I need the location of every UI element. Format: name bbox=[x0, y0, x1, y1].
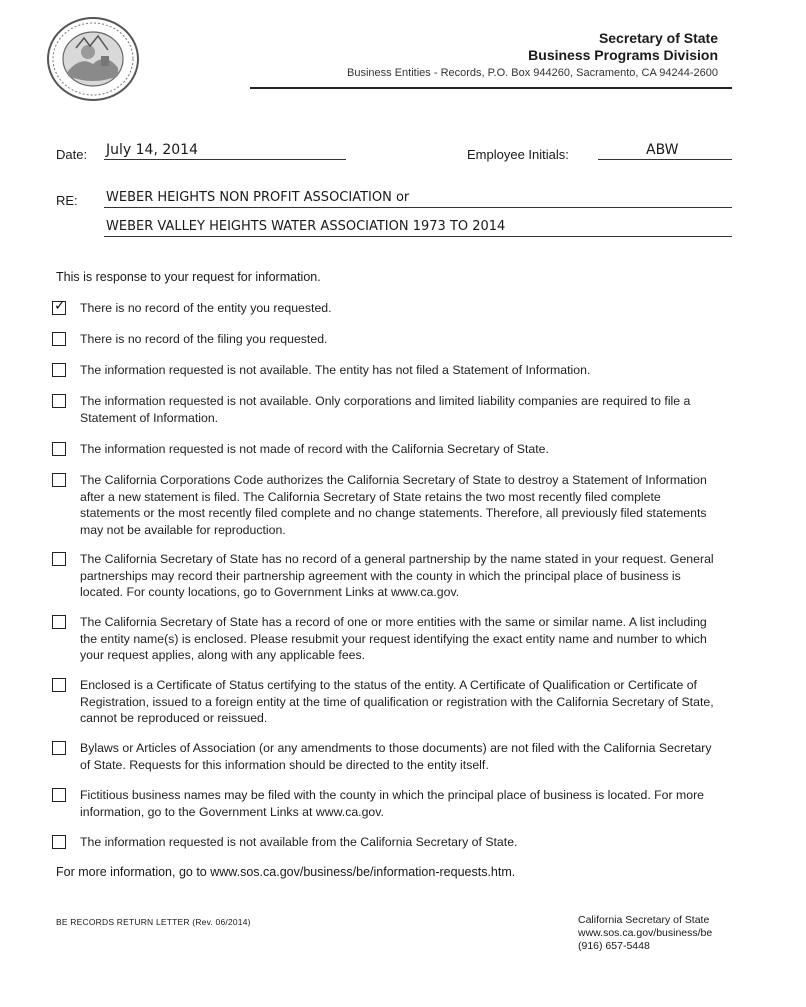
re-line-2: WEBER VALLEY HEIGHTS WATER ASSOCIATION 1973 TO 2014 bbox=[106, 219, 506, 234]
re-line-1: WEBER HEIGHTS NON PROFIT ASSOCIATION or bbox=[106, 190, 410, 205]
option-checkbox[interactable] bbox=[52, 332, 66, 346]
more-info-text: For more information, go to www.sos.ca.gov/business/be/information-requests.htm. bbox=[56, 865, 516, 879]
intro-text: This is response to your request for information. bbox=[56, 270, 321, 284]
option-text: The information requested is not available. The entity has not filed a Statement of Information. bbox=[80, 363, 591, 377]
option-text: The information requested is not made of record with the California Secretary of State. bbox=[80, 442, 549, 456]
option-text: The information requested is not available from the California Secretary of State. bbox=[80, 835, 518, 849]
option-checkbox[interactable] bbox=[52, 298, 66, 315]
option-checkbox[interactable] bbox=[52, 363, 66, 377]
header-title: Secretary of State bbox=[598, 30, 718, 46]
footer-phone: (916) 657-5448 bbox=[578, 940, 650, 952]
re-underline-2 bbox=[104, 236, 732, 237]
re-label: RE: bbox=[56, 193, 78, 208]
option-checkbox[interactable] bbox=[52, 552, 66, 566]
date-value: July 14, 2014 bbox=[106, 142, 198, 158]
header-address: Business Entities - Records, P.O. Box 944260, Sacramento, CA 94244-2600 bbox=[347, 67, 718, 79]
option-checkbox[interactable] bbox=[52, 741, 66, 755]
option-text: Fictitious business names may be filed with the county in which the principal place of business is located. For more information, go to the Government Links at www.ca.gov. bbox=[80, 788, 705, 819]
option-text: The California Secretary of State has a record of one or more entities with the same or similar name. A list including the entity name(s) is enclosed. Please resubmit your request identifying the exact entity name and number to which your request applies, along with any applicable fees. bbox=[80, 615, 707, 663]
re-underline-1 bbox=[104, 207, 732, 208]
footer-office: California Secretary of State bbox=[578, 914, 710, 926]
option-checkbox[interactable] bbox=[52, 678, 66, 692]
option-text: The California Secretary of State has no record of a general partnership by the name stated in your request. General partnerships may record their partnership agreement with the county in which the principal place of business is located. For county locations, go to Government Links at www.ca.gov. bbox=[80, 552, 714, 600]
option-checkbox[interactable] bbox=[52, 615, 66, 629]
header-divider bbox=[250, 87, 732, 89]
option-text: Enclosed is a Certificate of Status certifying to the status of the entity. A Certificate of Qualification or Certificate of Registration, issued to a foreign entity at the time of qualification or registration with the California Secretary of State, cannot be reproduced or reissued. bbox=[80, 678, 714, 726]
option-text: The California Corporations Code authorizes the California Secretary of State to destroy a Statement of Information after a new statement is filed. The California Secretary of State retains the two most recently filed complete statements or the most recently filed complete and no change statements. Therefore, all previously filed statements may not be available for reproduction. bbox=[80, 473, 707, 537]
option-text: The information requested is not available. Only corporations and limited liability companies are required to file a Statement of Information. bbox=[80, 394, 691, 425]
option-checkbox[interactable] bbox=[52, 788, 66, 802]
option-checkbox[interactable] bbox=[52, 394, 66, 408]
option-checkbox[interactable] bbox=[52, 473, 66, 487]
option-text: There is no record of the filing you requested. bbox=[80, 332, 328, 346]
initials-value: ABW bbox=[646, 142, 679, 158]
initials-underline bbox=[598, 159, 732, 160]
state-seal-icon bbox=[46, 16, 140, 102]
form-revision-label: BE RECORDS RETURN LETTER (Rev. 06/2014) bbox=[56, 917, 251, 927]
checkmark-icon: ✓ bbox=[54, 298, 66, 314]
date-underline bbox=[104, 159, 346, 160]
initials-label: Employee Initials: bbox=[467, 147, 569, 162]
header-division: Business Programs Division bbox=[528, 47, 718, 63]
option-checkbox[interactable] bbox=[52, 835, 66, 849]
date-label: Date: bbox=[56, 147, 88, 162]
option-text: Bylaws or Articles of Association (or any amendments to those documents) are not filed with the California Secretary of State. Requests for this information should be directed to the entity itself. bbox=[80, 741, 712, 772]
option-text: There is no record of the entity you requested. bbox=[80, 301, 332, 315]
option-checkbox[interactable] bbox=[52, 442, 66, 456]
footer-contact bbox=[578, 914, 712, 953]
footer-website: www.sos.ca.gov/business/be bbox=[578, 927, 713, 939]
